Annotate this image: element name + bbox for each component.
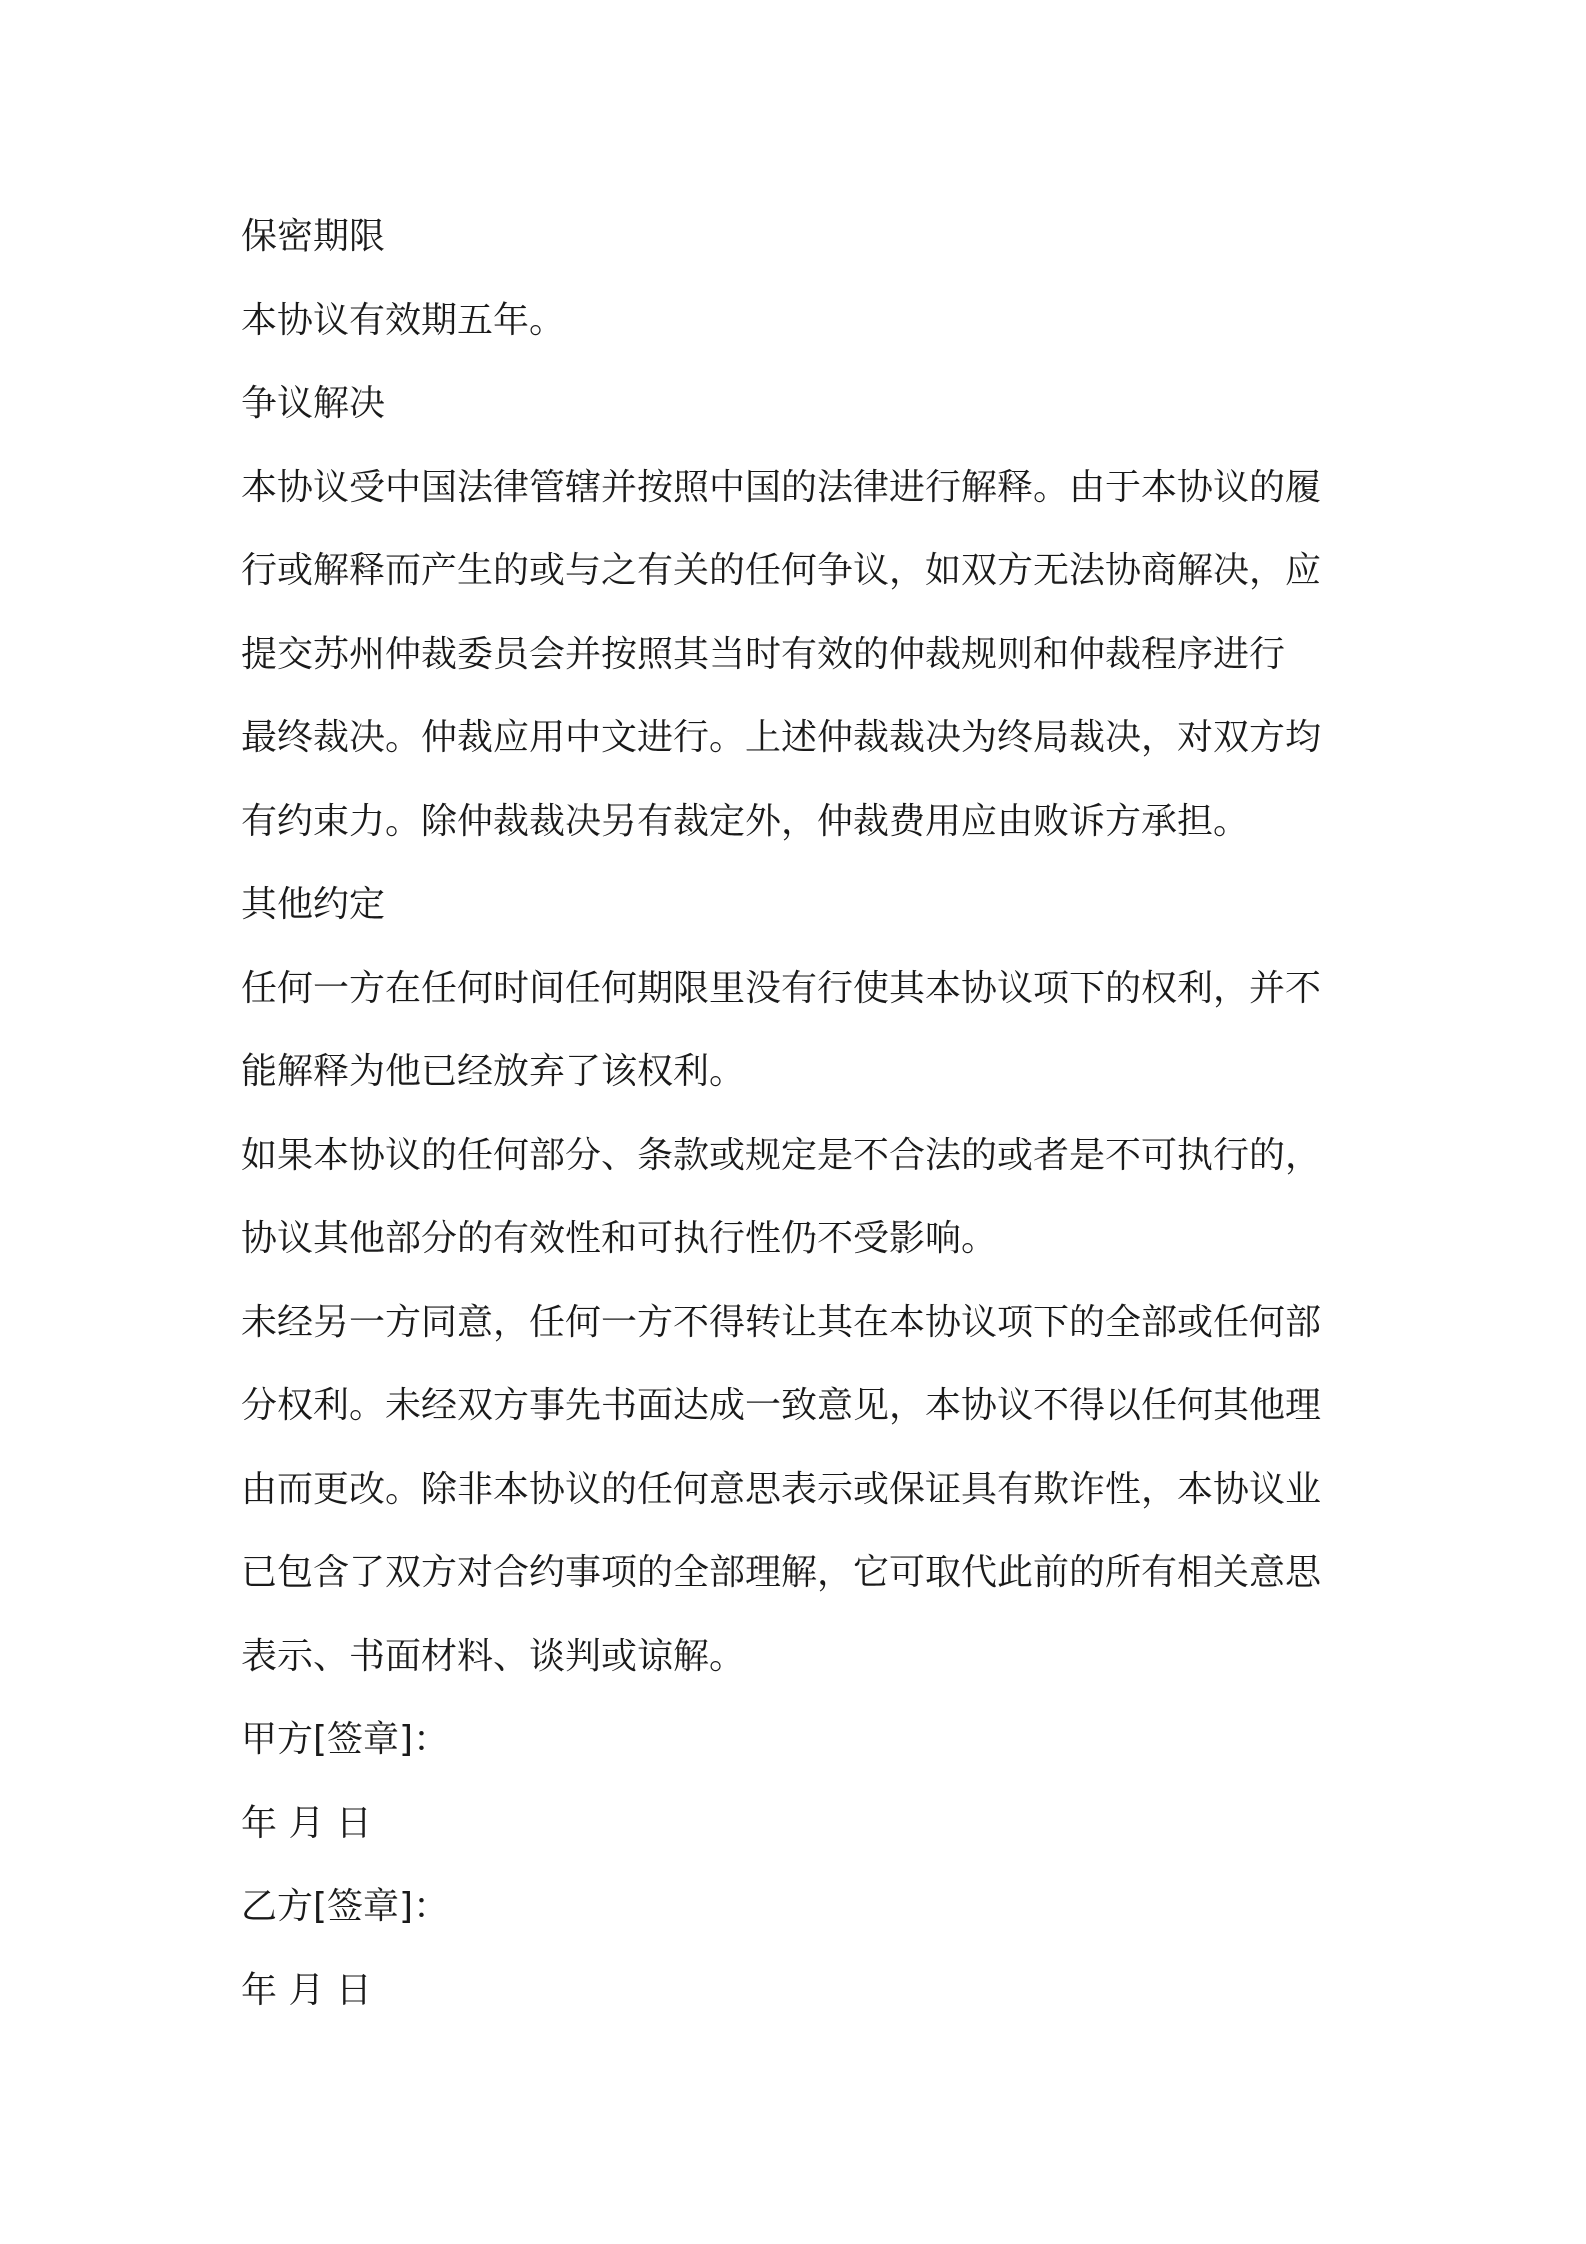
heading-dispute-resolution: 争议解决 <box>241 383 386 424</box>
heading-other-provisions: 其他约定 <box>241 884 386 925</box>
paragraph-line: 如果本协议的任何部分、条款或规定是不合法的或者是不可执行的， <box>241 1134 1322 1176</box>
paragraph-line: 行或解释而产生的或与之有关的任何争议，如双方无法协商解决，应 <box>241 550 1322 591</box>
paragraph-line: 表示、书面材料、谈判或谅解。 <box>241 1635 746 1677</box>
paragraph-line: 分权利。未经双方事先书面达成一致意见，本协议不得以任何其他理 <box>241 1385 1322 1426</box>
party-b-signature-label: 乙方[签章]： <box>241 1886 450 1927</box>
paragraph-line: 提交苏州仲裁委员会并按照其当时有效的仲裁规则和仲裁程序进行 <box>241 633 1286 675</box>
paragraph-line: 本协议有效期五年。 <box>241 299 566 341</box>
party-b-date-line: 年 月 日 <box>241 1969 372 2011</box>
paragraph-line: 由而更改。除非本协议的任何意思表示或保证具有欺诈性，本协议业 <box>241 1468 1322 1510</box>
paragraph-line: 未经另一方同意，任何一方不得转让其在本协议项下的全部或任何部 <box>241 1301 1322 1343</box>
heading-confidentiality-period: 保密期限 <box>241 216 386 257</box>
document-body <box>241 195 1361 2032</box>
paragraph-line: 已包含了双方对合约事项的全部理解，它可取代此前的所有相关意思 <box>241 1552 1322 1593</box>
paragraph-line: 本协议受中国法律管辖并按照中国的法律进行解释。由于本协议的履 <box>241 466 1322 508</box>
party-a-date-line: 年 月 日 <box>241 1802 372 1844</box>
paragraph-line: 最终裁决。仲裁应用中文进行。上述仲裁裁决为终局裁决，对双方均 <box>241 717 1322 758</box>
party-a-signature-label: 甲方[签章]： <box>241 1719 450 1760</box>
paragraph-line: 协议其他部分的有效性和可执行性仍不受影响。 <box>241 1218 998 1259</box>
paragraph-line: 能解释为他已经放弃了该权利。 <box>241 1051 746 1092</box>
paragraph-line: 有约束力。除仲裁裁决另有裁定外，仲裁费用应由败诉方承担。 <box>241 800 1250 842</box>
paragraph-line: 任何一方在任何时间任何期限里没有行使其本协议项下的权利，并不 <box>241 967 1322 1009</box>
